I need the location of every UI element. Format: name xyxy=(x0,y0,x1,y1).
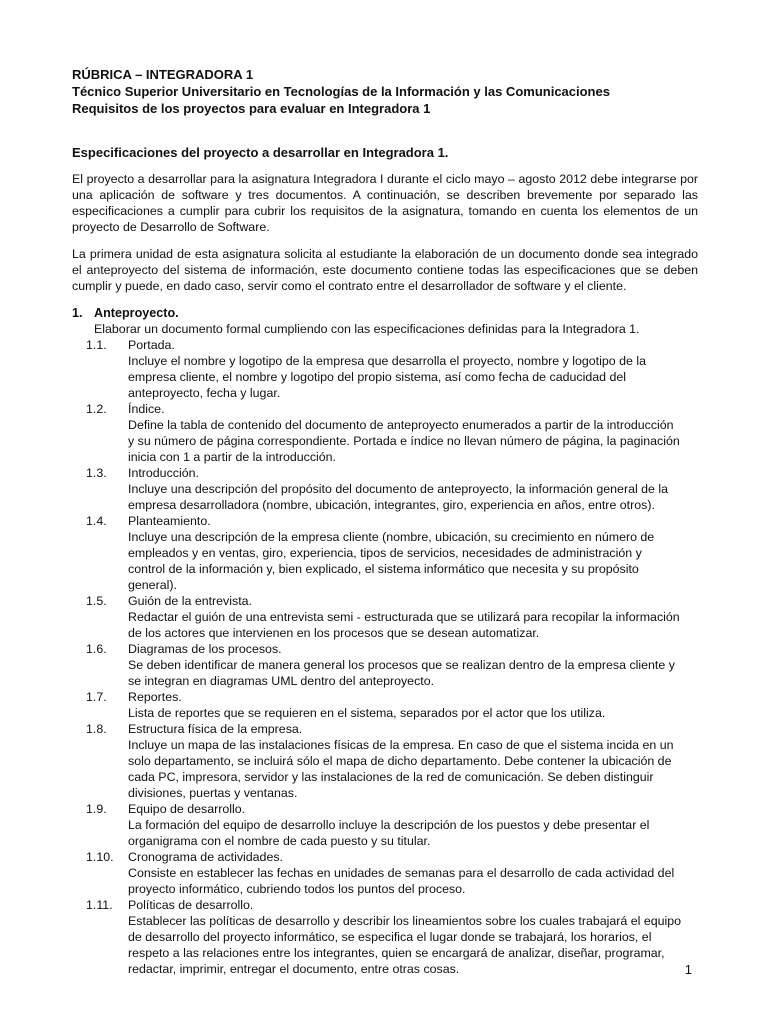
subitem-description: Consiste en establecer las fechas en unidades de semanas para el desarrollo de cada actividad del proyecto informático, cubriendo todos los puntos del proceso. xyxy=(128,866,675,896)
subitem-title: Políticas de desarrollo. xyxy=(128,898,254,912)
list-item xyxy=(86,897,698,977)
subitem-number: 1.9. xyxy=(86,802,107,816)
subitem-title: Introducción. xyxy=(128,466,199,480)
list-item xyxy=(86,849,698,897)
subitem-number: 1.10. xyxy=(86,850,114,864)
subitem-title: Portada. xyxy=(128,338,175,352)
list-item xyxy=(86,641,698,689)
subitem-description: Establecer las políticas de desarrollo y describir los lineamientos sobre los cuales trabajará el equipo de desarrollo del proyecto informático, se especifica el lugar donde se trabajará, los horarios, el respeto a las relaciones entre los integrantes, quien se encargará de analizar, diseñar, programar, redactar, imprimir, entregar el documento, entre otras cosas. xyxy=(128,914,682,976)
subitem-title: Índice. xyxy=(128,402,165,416)
subitem-number: 1.11. xyxy=(86,898,113,912)
item-number: 1. xyxy=(72,306,83,320)
subitem-title: Diagramas de los procesos. xyxy=(128,642,282,656)
list-item-heading xyxy=(72,305,698,321)
intro-paragraph: El proyecto a desarrollar para la asignatura Integradora I durante el ciclo mayo – agosto 2012 debe integrarse por una aplicación de software y tres documentos. A continuación, se describen brevemente por separado las especificaciones a cumplir para cubrir los requisitos de la asignatura, tomando en cuenta los elementos de un proyecto de Desarrollo de Software. xyxy=(72,172,698,234)
subitem-description: Define la tabla de contenido del documento de anteproyecto enumerados a partir de la introducción y su número de página correspondiente. Portada e índice no llevan número de página, la paginación inicia con 1 a partir de la introducción. xyxy=(128,418,680,464)
subitem-number: 1.3. xyxy=(86,466,107,480)
header-subtitle: Requisitos de los proyectos para evaluar en Integradora 1 xyxy=(72,101,431,116)
subitem-number: 1.7. xyxy=(86,690,107,704)
list-item xyxy=(86,401,698,465)
requirements-list xyxy=(72,305,698,977)
page-number: 1 xyxy=(684,962,692,977)
subitem-title: Equipo de desarrollo. xyxy=(128,802,246,816)
subitem-number: 1.6. xyxy=(86,642,107,656)
list-item xyxy=(86,465,698,513)
header-title: RÚBRICA – INTEGRADORA 1 xyxy=(72,67,254,82)
section-title: Especificaciones del proyecto a desarrollar en Integradora 1. xyxy=(72,145,449,160)
subitem-title: Guión de la entrevista. xyxy=(128,594,252,608)
list-item xyxy=(86,801,698,849)
subitem-description: Incluye un mapa de las instalaciones físicas de la empresa. En caso de que el sistema incida en un solo departamento, se incluirá sólo el mapa de dicho departamento. Debe contener la ubicación de cada PC, impresora, servidor y las instalaciones de la red de comunicación. Se deben distinguir divisiones, puertas y ventanas. xyxy=(128,738,674,800)
subitem-number: 1.5. xyxy=(86,594,107,608)
subitem-number: 1.4. xyxy=(86,514,107,528)
list-item xyxy=(86,721,698,801)
subitem-description: Se deben identificar de manera general los procesos que se realizan dentro de la empresa cliente y se integran en diagramas UML dentro del anteproyecto. xyxy=(128,658,675,688)
subitem-description: Lista de reportes que se requieren en el sistema, separados por el actor que los utiliza. xyxy=(128,706,606,720)
subitem-description: Redactar el guión de una entrevista semi - estructurada que se utilizará para recopilar la información de los actores que intervienen en los procesos que se desean automatizar. xyxy=(128,610,680,640)
list-item xyxy=(86,689,698,721)
subitem-title: Planteamiento. xyxy=(128,514,211,528)
unit-paragraph: La primera unidad de esta asignatura solicita al estudiante la elaboración de un documento donde sea integrado el anteproyecto del sistema de información, este documento contiene todas las especificaciones que se deben cumplir y puede, en dado caso, servir como el contrato entre el desarrollador de software y el cliente. xyxy=(72,247,698,293)
document-header xyxy=(72,66,712,117)
subitem-number: 1.2. xyxy=(86,402,107,416)
list-item xyxy=(86,593,698,641)
item-description: Elaborar un documento formal cumpliendo con las especificaciones definidas para la Integradora 1. xyxy=(94,322,640,336)
header-program: Técnico Superior Universitario en Tecnologías de la Información y las Comunicaciones xyxy=(72,84,610,99)
subitem-number: 1.1. xyxy=(86,338,107,352)
subitem-description: Incluye una descripción de la empresa cliente (nombre, ubicación, su crecimiento en número de empleados y en ventas, giro, experiencia, tipos de servicios, necesidades de administración y control de la información y, bien explicado, el sistema informático que necesita y su propósito general). xyxy=(128,530,655,592)
subitem-number: 1.8. xyxy=(86,722,107,736)
subitem-title: Cronograma de actividades. xyxy=(128,850,283,864)
subitem-description: Incluye el nombre y logotipo de la empresa que desarrolla el proyecto, nombre y logotipo de la empresa cliente, el nombre y logotipo del propio sistema, así como fecha de caducidad del anteproyecto, fecha y lugar. xyxy=(128,354,646,400)
list-item xyxy=(86,513,698,593)
item-title: Anteproyecto. xyxy=(94,306,179,320)
subitem-title: Estructura física de la empresa. xyxy=(128,722,303,736)
subitem-description: Incluye una descripción del propósito del documento de anteproyecto, la información general de la empresa desarrolladora (nombre, ubicación, integrantes, giro, experiencia en años, entre otros). xyxy=(128,482,669,512)
subitem-description: La formación del equipo de desarrollo incluye la descripción de los puestos y debe presentar el organigrama con el nombre de cada puesto y su titular. xyxy=(128,818,650,848)
subitem-title: Reportes. xyxy=(128,690,182,704)
list-item xyxy=(86,337,698,401)
